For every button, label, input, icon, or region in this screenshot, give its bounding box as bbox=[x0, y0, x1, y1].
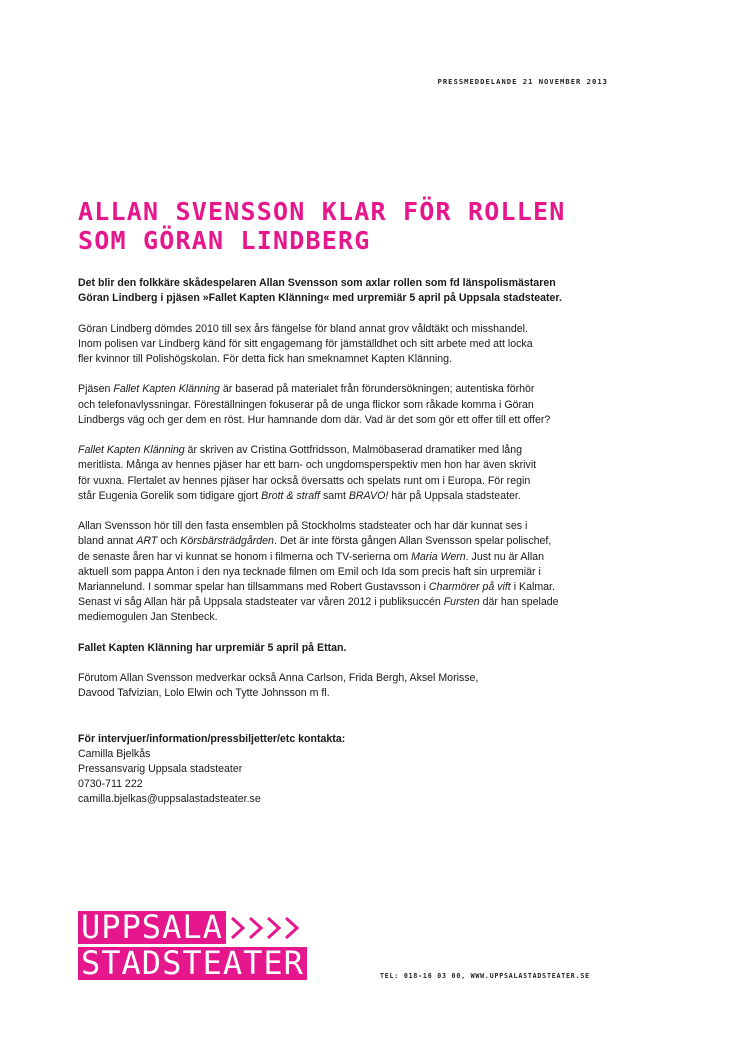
lead-line: Göran Lindberg i pjäsen »Fallet Kapten Klänning« med urpremiär 5 april på Uppsala stadsteater. bbox=[78, 292, 562, 305]
text-line: aktuell som pappa Anton i den nya tecknade filmen om Emil och Ida som precis haft sin urpremiär i bbox=[78, 565, 541, 578]
contact-role: Pressansvarig Uppsala stadsteater bbox=[78, 763, 243, 775]
text-line: meritlista. Många av hennes pjäser har ett barn- och ungdomsperspektiv men hon har även skrivit bbox=[78, 459, 537, 472]
text-fragment: . Just nu är Allan bbox=[465, 550, 544, 563]
headline-line-1: ALLAN SVENSSON KLAR FÖR ROLLEN bbox=[78, 197, 566, 226]
text-line: Göran Lindberg dömdes 2010 till sex års fängelse för bland annat grov våldtäkt och misshandel. bbox=[78, 322, 528, 335]
paragraph-play bbox=[78, 382, 618, 428]
text-line: mediemogulen Jan Stenbeck. bbox=[78, 611, 218, 624]
logo-row-2 bbox=[78, 944, 307, 982]
chevron-right-icon bbox=[230, 916, 245, 940]
logo-chevrons bbox=[230, 916, 299, 940]
paragraph-actor bbox=[78, 519, 618, 625]
text-fragment: i Kalmar. bbox=[510, 581, 555, 593]
text-fragment: är baserad på materialet från förundersökningen; autentiska förhör bbox=[219, 383, 535, 396]
article-body bbox=[78, 276, 618, 808]
play-title: Körsbärsträdgården bbox=[180, 535, 274, 548]
footer-contact: TEL: 018-16 03 00, WWW.UPPSALASTADSTEATER.SE bbox=[380, 972, 590, 980]
text-line: fler kvinnor till Polishögskolan. För detta fick han smeknamnet Kapten Klänning. bbox=[78, 353, 452, 365]
play-title: Charmörer på vift bbox=[428, 581, 511, 593]
headline-line-2: SOM GÖRAN LINDBERG bbox=[78, 226, 371, 255]
play-title: Fursten bbox=[443, 596, 480, 609]
play-title: Fallet Kapten Klänning bbox=[78, 444, 185, 457]
text-fragment: är skriven av Cristina Gottfridsson, Malmöbaserad dramatiker med lång bbox=[184, 444, 522, 457]
play-title: BRAVO! bbox=[348, 489, 389, 502]
text-line: för vuxna. Flertalet av hennes pjäser har också översatts och spelats runt om i Europa. För regin bbox=[78, 474, 531, 487]
contact-email[interactable]: camilla.bjelkas@uppsalastadsteater.se bbox=[78, 793, 261, 806]
play-title: Fallet Kapten Klänning bbox=[113, 383, 220, 396]
dateline: PRESSMEDDELANDE 21 NOVEMBER 2013 bbox=[437, 77, 608, 86]
premiere-note bbox=[78, 641, 618, 656]
text-fragment: står Eugenia Gorelik som tidigare gjort bbox=[78, 489, 262, 502]
text-line: och telefonavlyssningar. Föreställningen fokuserar på de unga flickor som råkade komma i Göran bbox=[78, 398, 534, 411]
chevron-right-icon bbox=[284, 916, 299, 940]
text-line: Inom polisen var Lindberg känd för sitt engagemang för jämställdhet och sitt arbete med att locka bbox=[78, 337, 533, 350]
logo-row-1 bbox=[78, 908, 299, 946]
chevron-right-icon bbox=[266, 916, 281, 940]
text-fragment: där han spelade bbox=[479, 596, 559, 609]
text-fragment: och bbox=[157, 535, 181, 548]
text-line: Förutom Allan Svensson medverkar också Anna Carlson, Frida Bergh, Aksel Morisse, bbox=[78, 672, 479, 685]
play-title: Brott & straff bbox=[261, 489, 320, 502]
series-title: Maria Wern bbox=[411, 550, 466, 563]
lead-paragraph bbox=[78, 276, 618, 306]
lead-line: Det blir den folkkäre skådespelaren Allan Svensson som axlar rollen som fd länspolismästaren bbox=[78, 277, 556, 289]
text-fragment: här på Uppsala stadsteater. bbox=[388, 489, 521, 502]
text-fragment: . Det är inte första gången Allan Svensson spelar polischef, bbox=[273, 535, 552, 548]
text-fragment: samt bbox=[320, 489, 349, 502]
contact-phone[interactable]: 0730-711 222 bbox=[78, 778, 143, 791]
contact-block bbox=[78, 732, 618, 808]
text-line: Allan Svensson hör till den fasta ensemblen på Stockholms stadsteater och har där kunnat ses i bbox=[78, 520, 528, 533]
text-fragment: bland annat bbox=[78, 535, 137, 548]
text-fragment: Mariannelund. I sommar spelar han tillsammans med Robert Gustavsson i bbox=[78, 581, 429, 593]
paragraph-background bbox=[78, 322, 618, 368]
text-line: Lindbergs väg och ger dem en röst. Hur hamnande dom där. Vad är det som gör ett offer till ett offer? bbox=[78, 413, 551, 426]
logo-text-uppsala: UPPSALA bbox=[78, 911, 226, 944]
uppsala-stadsteater-logo bbox=[78, 908, 368, 982]
text-fragment: Pjäsen bbox=[78, 383, 114, 396]
premiere-text: Fallet Kapten Klänning har urpremiär 5 april på Ettan. bbox=[78, 641, 347, 654]
contact-name: Camilla Bjelkås bbox=[78, 747, 151, 760]
headline bbox=[78, 197, 678, 255]
contact-heading: För intervjuer/information/pressbiljetter/etc kontakta: bbox=[78, 732, 346, 745]
logo-text-stadsteater: STADSTEATER bbox=[78, 947, 307, 980]
chevron-right-icon bbox=[248, 916, 263, 940]
paragraph-cast bbox=[78, 671, 618, 701]
play-title: ART bbox=[136, 535, 158, 548]
text-line: Davood Tafvizian, Lolo Elwin och Tytte Johnsson m fl. bbox=[78, 687, 330, 700]
text-fragment: de senaste åren har vi kunnat se honom i filmerna och TV-serierna om bbox=[78, 550, 412, 563]
paragraph-author bbox=[78, 443, 618, 504]
text-fragment: Senast vi såg Allan här på Uppsala stadsteater var våren 2012 i publiksuccén bbox=[78, 596, 444, 609]
